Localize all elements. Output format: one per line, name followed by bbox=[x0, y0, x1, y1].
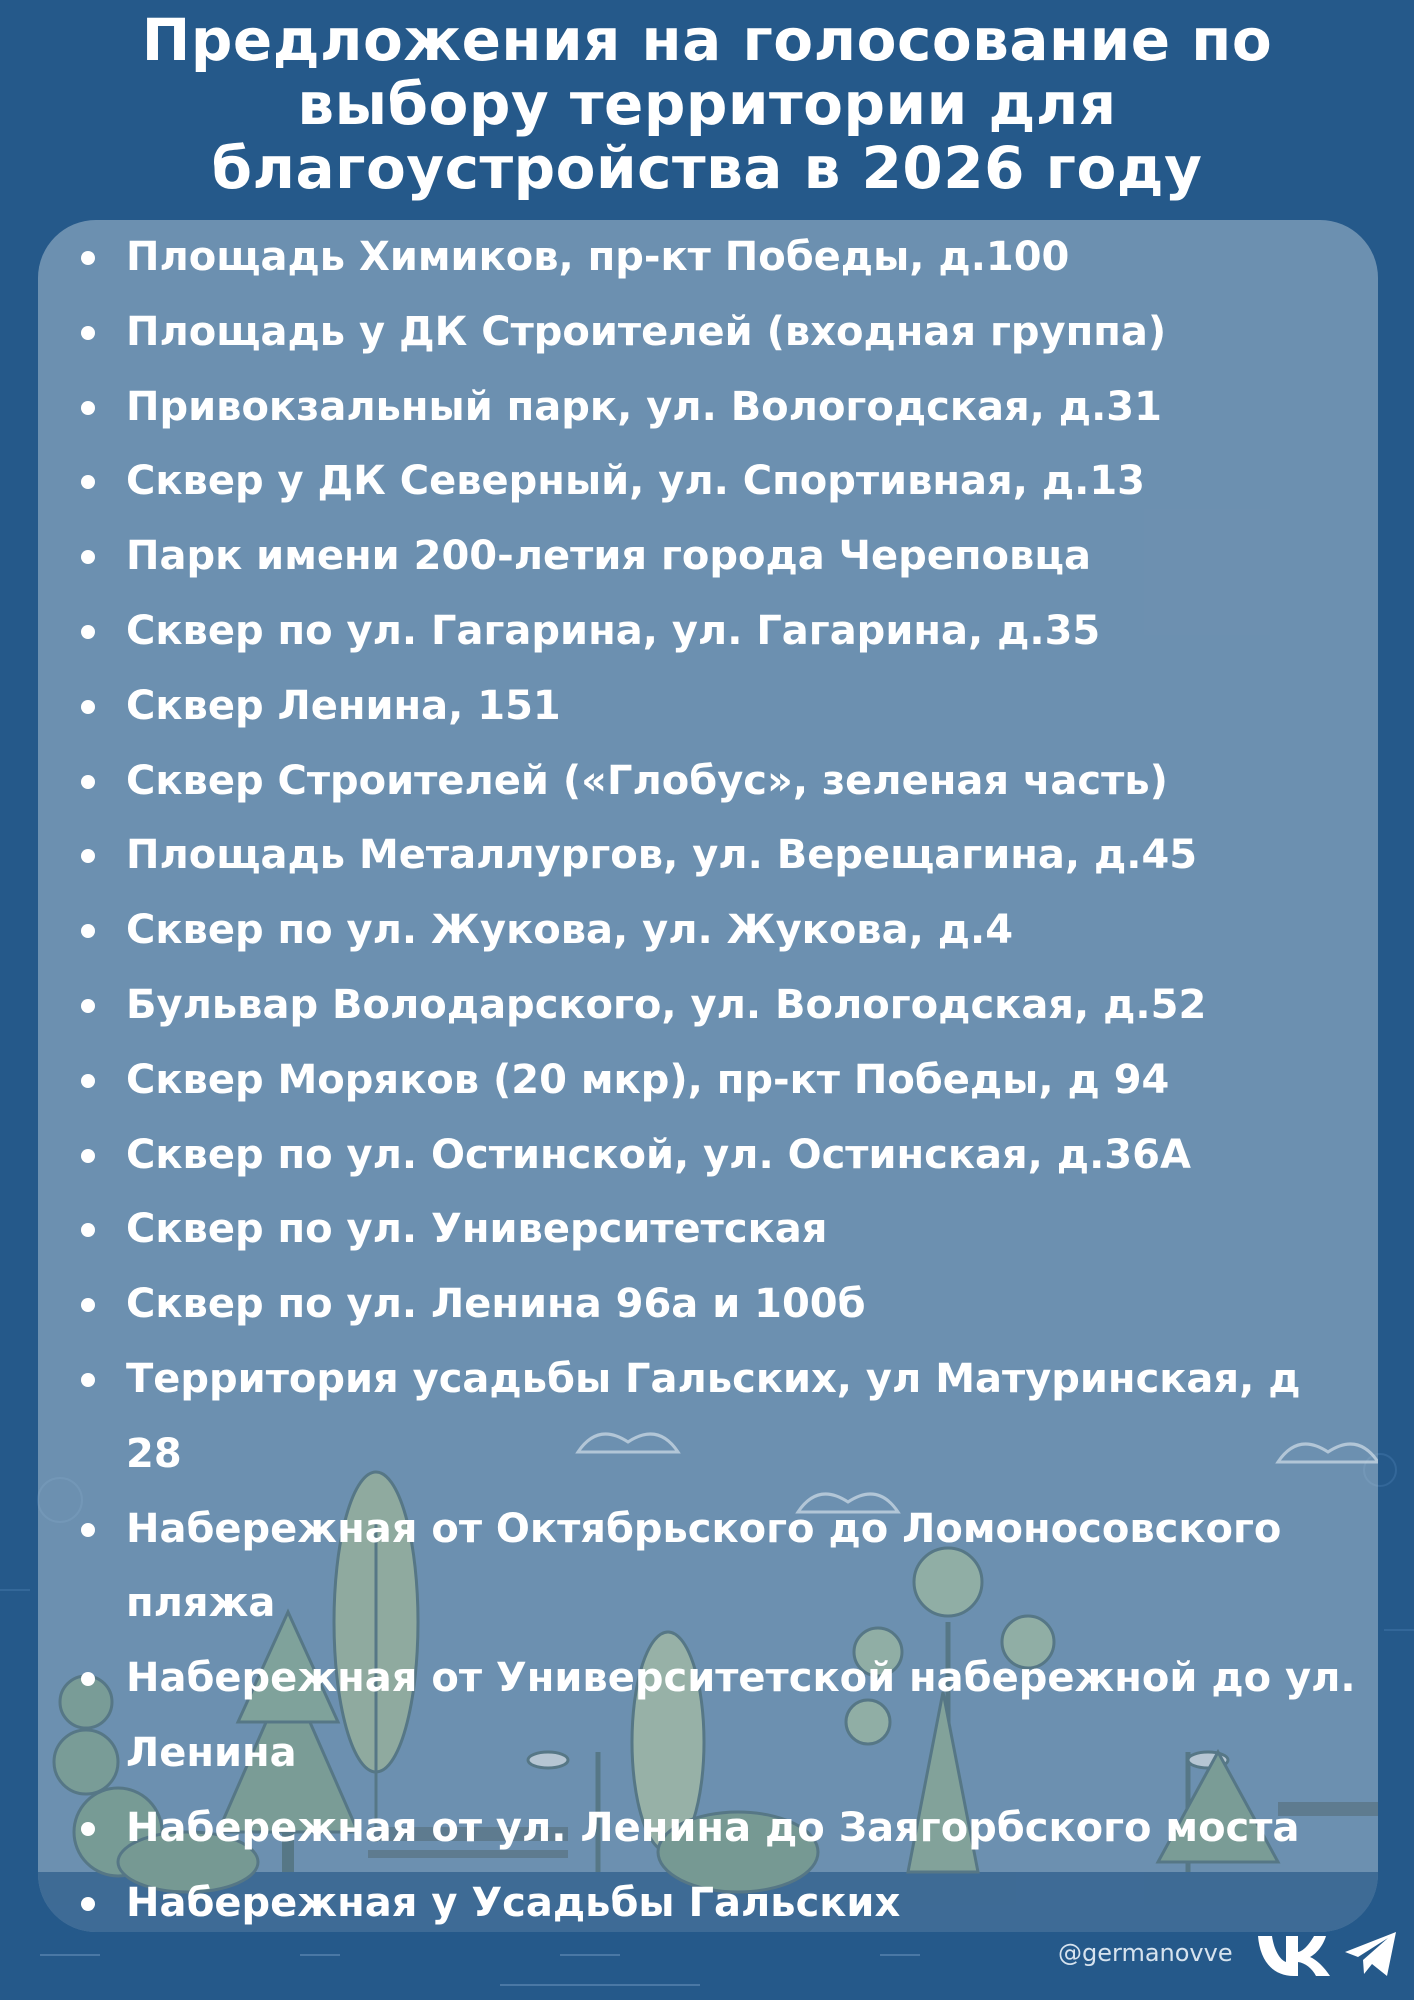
list-item: Привокзальный парк, ул. Вологодская, д.31 bbox=[38, 370, 1378, 445]
title-line-2: выбору территории для bbox=[297, 70, 1117, 138]
list-item: Набережная от ул. Ленина до Заягорбского моста bbox=[38, 1791, 1378, 1866]
list-item: Площадь Металлургов, ул. Верещагина, д.45 bbox=[38, 818, 1378, 893]
list-item: Набережная от Октябрьского до Ломоносовского пляжа bbox=[38, 1492, 1378, 1642]
list-item: Сквер по ул. Гагарина, ул. Гагарина, д.35 bbox=[38, 594, 1378, 669]
list-item: Набережная у Усадьбы Гальских bbox=[38, 1866, 1378, 1932]
page-title bbox=[40, 8, 1374, 200]
list-item: Площадь Химиков, пр-кт Победы, д.100 bbox=[38, 220, 1378, 295]
list-item: Сквер по ул. Университетская bbox=[38, 1192, 1378, 1267]
title-line-3: благоустройства в 2026 году bbox=[211, 134, 1203, 202]
list-item: Парк имени 200-летия города Череповца bbox=[38, 519, 1378, 594]
list-item: Сквер по ул. Ленина 96а и 100б bbox=[38, 1267, 1378, 1342]
telegram-icon[interactable] bbox=[1342, 1928, 1400, 1980]
list-item: Набережная от Университетской набережной до ул. Ленина bbox=[38, 1641, 1378, 1791]
list-item: Сквер у ДК Северный, ул. Спортивная, д.13 bbox=[38, 444, 1378, 519]
vk-logo-icon[interactable] bbox=[1254, 1930, 1334, 1980]
list-panel bbox=[38, 220, 1378, 1932]
list-item: Сквер Моряков (20 мкр), пр-кт Победы, д 94 bbox=[38, 1043, 1378, 1118]
list-item: Бульвар Володарского, ул. Вологодская, д.52 bbox=[38, 968, 1378, 1043]
territory-list bbox=[38, 220, 1378, 1932]
author-handle: @germanovve bbox=[1058, 1939, 1233, 1967]
list-item: Территория усадьбы Гальских, ул Матуринская, д 28 bbox=[38, 1342, 1378, 1492]
list-item: Сквер по ул. Жукова, ул. Жукова, д.4 bbox=[38, 893, 1378, 968]
list-item: Сквер по ул. Остинской, ул. Остинская, д.36А bbox=[38, 1118, 1378, 1193]
list-item: Сквер Ленина, 151 bbox=[38, 669, 1378, 744]
list-item: Площадь у ДК Строителей (входная группа) bbox=[38, 295, 1378, 370]
title-line-1: Предложения на голосование по bbox=[141, 6, 1273, 74]
list-item: Сквер Строителей («Глобус», зеленая часть) bbox=[38, 744, 1378, 819]
